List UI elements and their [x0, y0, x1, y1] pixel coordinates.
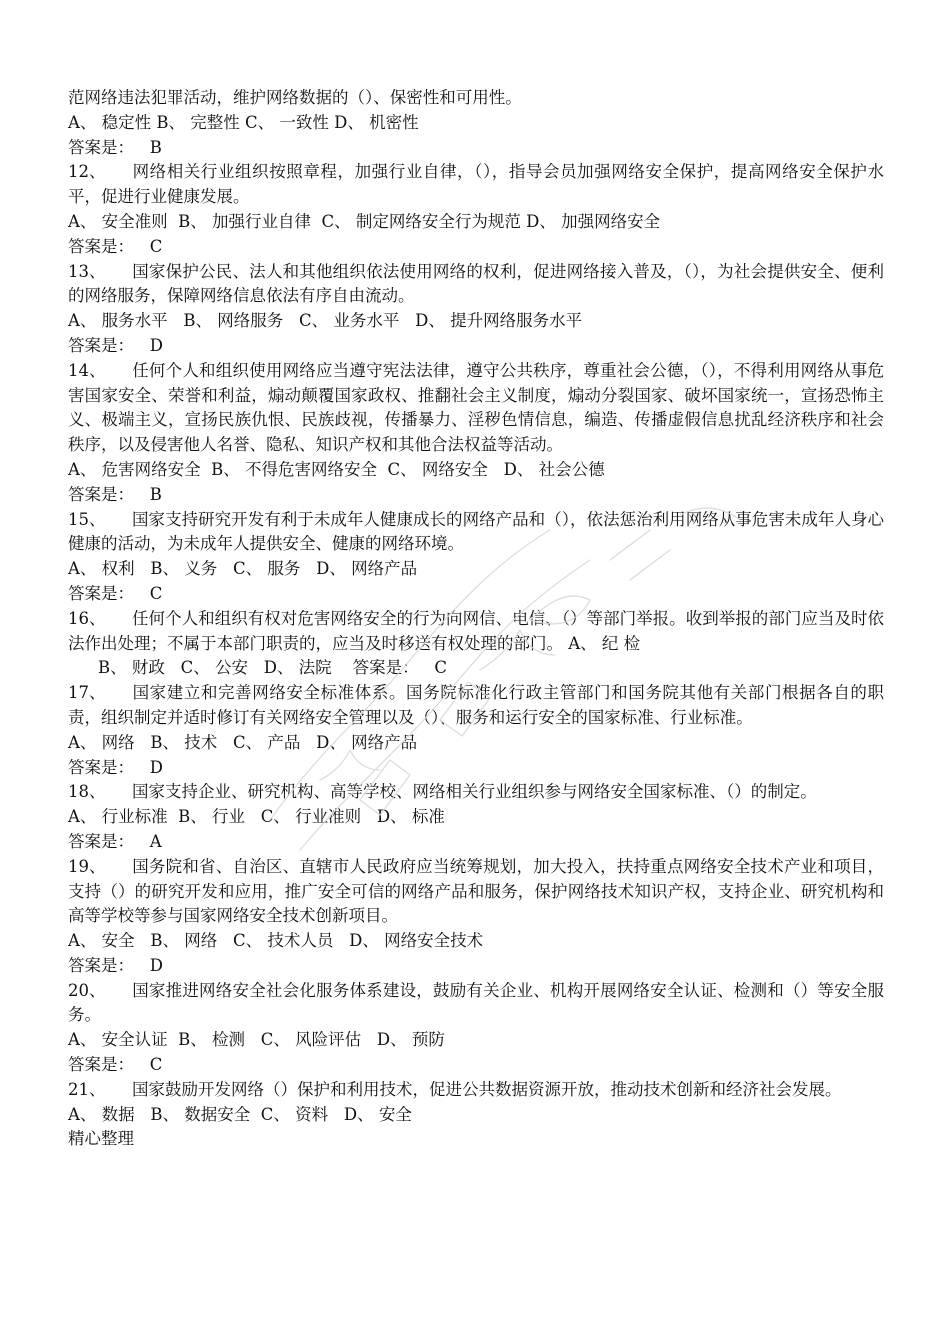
question-number: 19、: [68, 856, 106, 876]
question-options: A、 安全认证 B、 检测 C、 风险评估 D、 预防: [68, 1030, 445, 1050]
question-body: 国家保护公民、法人和其他组织依法使用网络的权利，促进网络接入普及，（），为社会提供安全、便利的网络服务，保障网络信息依法有序自由流动。: [68, 261, 884, 306]
question-answer: 答案是： C: [68, 1055, 163, 1075]
question-text: [68, 979, 884, 1029]
question-options: A、 安全 B、 网络 C、 技术人员 D、 网络安全技术: [68, 931, 484, 951]
question-text: [68, 359, 884, 458]
question-options: A、 服务水平 B、 网络服务 C、 业务水平 D、 提升网络服务水平: [68, 311, 583, 331]
question-number: 17、: [68, 683, 106, 703]
question-number: 12、: [68, 162, 106, 182]
document-page: [68, 86, 884, 1152]
question-text: [68, 855, 884, 929]
intro-answer: 答案是： B: [68, 137, 162, 157]
question-body: 任何个人和组织有权对危害网络安全的行为向网信、电信、（）等部门举报。收到举报的部门应当及时依法作出处理；不属于本部门职责的，应当及时移送有权处理的部门。 A、 纪 检: [68, 608, 884, 653]
question-15: [68, 508, 884, 607]
question-12: [68, 160, 884, 259]
question-options: A、 危害网络安全 B、 不得危害网络安全 C、 网络安全 D、 社会公德: [68, 459, 605, 479]
question-17: [68, 681, 884, 780]
question-body: 国家鼓励开发网络（）保护和利用技术，促进公共数据资源开放，推动技术创新和经济社会发展。: [132, 1079, 842, 1099]
question-answer: 答案是： B: [68, 484, 162, 504]
page-footer: 精心整理: [68, 1129, 134, 1149]
question-number: 20、: [68, 980, 106, 1000]
question-number: 16、: [68, 608, 106, 628]
question-options: A、 网络 B、 技术 C、 产品 D、 网络产品: [68, 732, 418, 752]
question-text: [68, 160, 884, 210]
question-body: 国家支持研究开发有利于未成年人健康成长的网络产品和（），依法惩治利用网络从事危害未成年人身心健康的活动，为未成年人提供安全、健康的网络环境。: [68, 509, 884, 554]
question-text: [68, 607, 884, 657]
question-body: 任何个人和组织使用网络应当遵守宪法法律，遵守公共秩序，尊重社会公德，（），不得利用网络从事危害国家安全、荣誉和利益，煽动颠覆国家政权、推翻社会主义制度，煽动分裂国家、破坏国家统一，宣扬恐怖主义、极端主义，宣扬民族仇恨、民族歧视，传播暴力、淫秽色情信息，编造、传播虚假信息扰乱经济秩序和社会秩序，以及侵害他人名誉、隐私、知识产权和其他合法权益等活动。: [68, 360, 884, 455]
question-answer: 答案是： D: [68, 335, 163, 355]
question-answer: 答案是： D: [68, 955, 163, 975]
question-answer: 答案是： C: [68, 583, 163, 603]
question-number: 21、: [68, 1079, 106, 1099]
question-options: A、 数据 B、 数据安全 C、 资料 D、 安全: [68, 1104, 412, 1124]
question-answer: 答案是： A: [68, 831, 162, 851]
question-options: A、 权利 B、 义务 C、 服务 D、 网络产品: [68, 559, 418, 579]
question-options: A、 安全准则 B、 加强行业自律 C、 制定网络安全行为规范 D、 加强网络安全: [68, 211, 661, 231]
question-text: [68, 1078, 884, 1103]
question-21: [68, 1078, 884, 1128]
question-options: A、 行业标准 B、 行业 C、 行业准则 D、 标准: [68, 807, 445, 827]
question-16: [68, 607, 884, 681]
question-number: 14、: [68, 360, 106, 380]
question-19: [68, 855, 884, 979]
question-body: 国家建立和完善网络安全标准体系。国务院标准化行政主管部门和国务院其他有关部门根据各自的职责，组织制定并适时修订有关网络安全管理以及（）、服务和运行安全的国家标准、行业标准。: [68, 683, 884, 727]
intro-options: A、 稳定性 B、 完整性 C、 一致性 D、 机密性: [68, 112, 419, 132]
question-answer: 答案是： D: [68, 757, 163, 777]
question-number: 15、: [68, 509, 106, 529]
question-text: [68, 681, 884, 731]
question-body: 国家支持企业、研究机构、高等学校、网络相关行业组织参与网络安全国家标准、（）的制定。: [132, 782, 817, 802]
question-number: 18、: [68, 782, 106, 802]
intro-text: 范网络违法犯罪活动，维护网络数据的（）、保密性和可用性。: [68, 88, 522, 107]
question-body: 国家推进网络安全社会化服务体系建设，鼓励有关企业、机构开展网络安全认证、检测和（）等安全服务。: [68, 980, 884, 1025]
question-body: 网络相关行业组织按照章程，加强行业自律，（），指导会员加强网络安全保护，提高网络安全保护水平，促进行业健康发展。: [68, 162, 884, 207]
question-18: [68, 780, 884, 854]
question-answer: 答案是： C: [68, 236, 163, 256]
question-20: [68, 979, 884, 1078]
question-text: [68, 508, 884, 558]
question-14: [68, 359, 884, 508]
question-13: [68, 260, 884, 359]
question-options: B、 财政 C、 公安 D、 法院 答案是： C: [98, 658, 448, 678]
question-body: 国务院和省、自治区、直辖市人民政府应当统筹规划，加大投入，扶持重点网络安全技术产业和项目，支持（）的研究开发和应用，推广安全可信的网络产品和服务，保护网络技术知识产权，支持企业、研究机构和高等学校等参与国家网络安全技术创新项目。: [68, 856, 884, 926]
question-text: [68, 780, 884, 805]
question-text: [68, 260, 884, 310]
question-number: 13、: [68, 261, 106, 281]
